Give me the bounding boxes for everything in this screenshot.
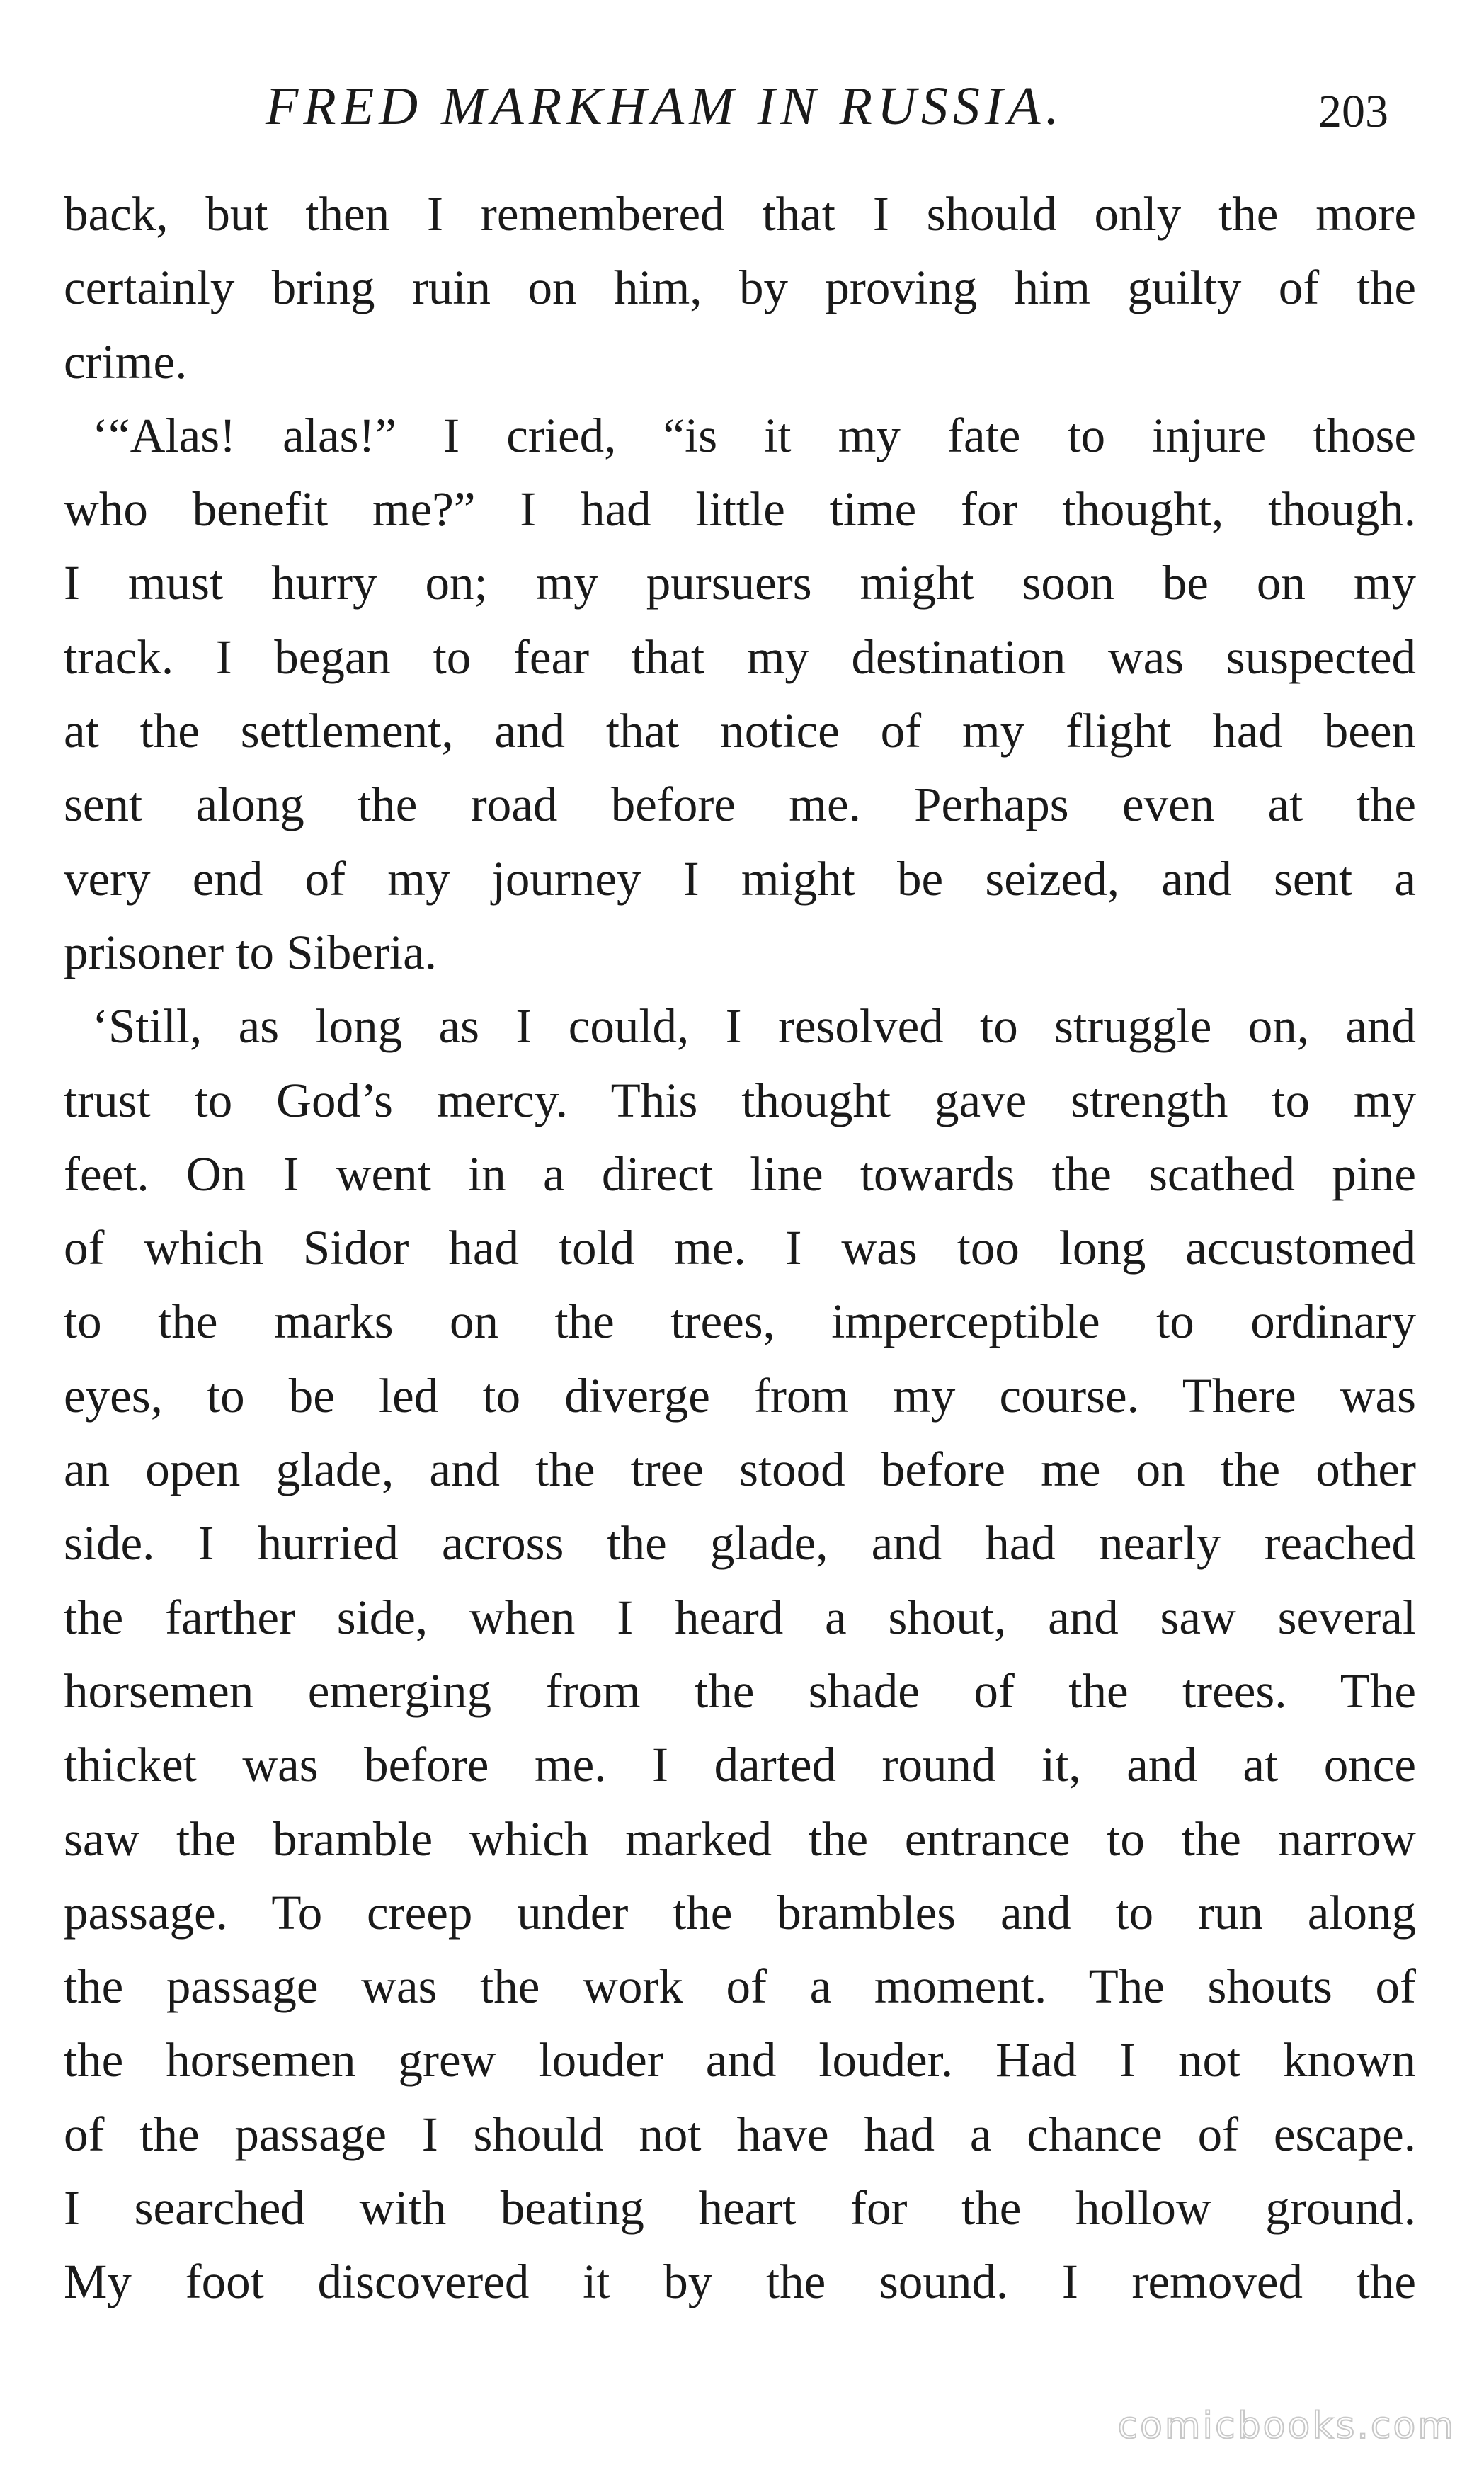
text-line: of the passage I should not have had a chance of escape.	[64, 2107, 1416, 2161]
text-line: ‘“Alas! alas!” I cried, “is it my fate to injure those	[92, 408, 1416, 462]
text-line: back, but then I remembered that I should only the more	[64, 187, 1416, 241]
text-line: saw the bramble which marked the entrance to the narrow	[64, 1811, 1416, 1866]
text-line: certainly bring ruin on him, by proving him guilty of the	[64, 261, 1416, 315]
text-line: ‘Still, as long as I could, I resolved to struggle on, and	[92, 999, 1416, 1054]
text-line: horsemen emerging from the shade of the trees. The	[64, 1663, 1416, 1718]
text-line: very end of my journey I might be seized, and sent a	[64, 851, 1416, 906]
site-watermark: comicbooks.com	[1117, 2405, 1456, 2447]
text-line: sent along the road before me. Perhaps even at the	[64, 778, 1416, 832]
text-line: I must hurry on; my pursuers might soon be on my	[64, 556, 1416, 610]
body-text	[64, 177, 1416, 2319]
text-line: the farther side, when I heard a shout, and saw several	[64, 1590, 1416, 1644]
text-line: prisoner to Siberia.	[64, 925, 437, 979]
text-line: to the marks on the trees, imperceptible to ordinary	[64, 1294, 1416, 1349]
text-line: trust to God’s mercy. This thought gave strength to my	[64, 1073, 1416, 1127]
text-line: I searched with beating heart for the hollow ground.	[64, 2181, 1416, 2236]
text-line: crime.	[64, 334, 188, 389]
text-line: thicket was before me. I darted round it, and at once	[64, 1738, 1416, 1792]
text-line: an open glade, and the tree stood before me on the other	[64, 1442, 1416, 1497]
text-line: eyes, to be led to diverge from my course. There was	[64, 1368, 1416, 1423]
text-line: My foot discovered it by the sound. I removed the	[64, 2255, 1416, 2309]
text-line: of which Sidor had told me. I was too long accustomed	[64, 1221, 1416, 1275]
page-number: 203	[1318, 86, 1388, 137]
text-line: who benefit me?” I had little time for thought, though.	[64, 482, 1416, 537]
text-line: track. I began to fear that my destination was suspected	[64, 630, 1416, 684]
text-line: at the settlement, and that notice of my flight had been	[64, 704, 1416, 758]
text-line: feet. On I went in a direct line towards the scathed pine	[64, 1146, 1416, 1201]
text-line: passage. To creep under the brambles and to run along	[64, 1885, 1416, 1940]
running-title: FRED MARKHAM IN RUSSIA.	[266, 76, 1064, 136]
text-line: side. I hurried across the glade, and had nearly reached	[64, 1516, 1416, 1571]
text-line: the horsemen grew louder and louder. Had I not known	[64, 2033, 1416, 2088]
text-line: the passage was the work of a moment. The shouts of	[64, 1959, 1416, 2014]
running-header	[0, 67, 1484, 145]
